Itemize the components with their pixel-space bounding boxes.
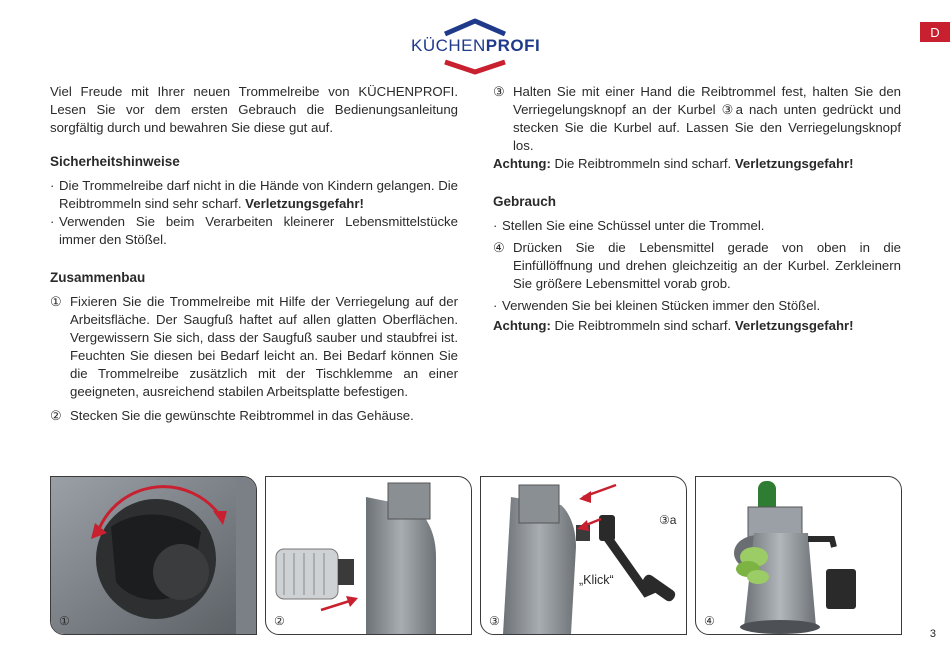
safety-item-2: · Verwenden Sie beim Verarbeiten kleinerer Lebensmittelstücke immer den Stößel. bbox=[50, 213, 458, 249]
usage-warning: Achtung: Die Reibtrommeln sind scharf. Verletzungsgefahr! bbox=[493, 318, 854, 333]
safety-heading: Sicherheitshinweise bbox=[50, 154, 180, 169]
assembly-step-3: ③ Halten Sie mit einer Hand die Reibtrommel fest, halten Sie den Verriegelungsknopf an der Kurbel ③a nach unten gedrückt und stecken Sie die Kurbel auf. Lassen Sie den Verriegelungsknopf los. bbox=[493, 84, 901, 153]
intro-text: Viel Freude mit Ihrer neuen Trommelreibe von KÜCHENPROFI. Lesen Sie vor dem ersten Gebrauch die Bedienungsanleitung sorgfältig durch und bewahren Sie diese gut auf. bbox=[50, 84, 458, 135]
left-column bbox=[50, 83, 458, 425]
step-number: ① bbox=[50, 294, 62, 309]
assembly-step-1: ① Fixieren Sie die Trommelreibe mit Hilfe der Verriegelung auf der Arbeitsfläche. Der Saugfuß haftet auf allen glatten Oberflächen. Vergewissern Sie sich, dass der Saugfuß sauber und staubfrei ist. Feuchten Sie diesen bei Bedarf leicht an. Bei Bedarf können Sie die Trommelreibe zusätzlich mit der Tischklemme an einer geeigneten, ausreichend stabilen Arbeitsplatte befestigen. bbox=[50, 294, 458, 399]
figure-label: ④ bbox=[704, 614, 715, 628]
figure-1 bbox=[50, 476, 257, 635]
language-tab: D bbox=[920, 22, 950, 42]
step-number: ④ bbox=[493, 240, 505, 255]
assembly-heading: Zusammenbau bbox=[50, 270, 146, 285]
grating-cucumber-illustration bbox=[696, 477, 901, 634]
attach-crank-illustration bbox=[481, 477, 686, 634]
logo-text: KÜCHENPROFI bbox=[411, 36, 541, 55]
step-number: ③ bbox=[493, 84, 505, 99]
usage-item-1: · Stellen Sie eine Schüssel unter die Trommel. bbox=[493, 217, 901, 235]
usage-item-2: · Verwenden Sie bei kleinen Stücken immer den Stößel. bbox=[493, 297, 901, 315]
insert-drum-illustration bbox=[266, 477, 471, 634]
step-number: ② bbox=[50, 408, 62, 423]
figure-2 bbox=[265, 476, 472, 635]
crank-callout: ③a bbox=[659, 513, 677, 527]
figure-4 bbox=[695, 476, 902, 635]
click-caption: „Klick“ bbox=[579, 573, 614, 587]
right-column bbox=[493, 83, 901, 335]
figure-3 bbox=[480, 476, 687, 635]
figure-label: ③ bbox=[489, 614, 500, 628]
figure-label: ① bbox=[59, 614, 70, 628]
usage-step-4: ④ Drücken Sie die Lebensmittel gerade von oben in die Einfüllöffnung und drehen gleichzeitig an der Kurbel. Zerkleinern Sie größere Lebensmittel vorab grob. bbox=[493, 240, 901, 291]
locking-knob-illustration bbox=[51, 477, 256, 634]
assembly-warning: Achtung: Die Reibtrommeln sind scharf. Verletzungsgefahr! bbox=[493, 156, 854, 171]
assembly-step-2: ② Stecken Sie die gewünschte Reibtrommel in das Gehäuse. bbox=[50, 408, 414, 423]
kuechenprofi-logo bbox=[405, 18, 545, 76]
page-number: 3 bbox=[929, 628, 936, 640]
usage-heading: Gebrauch bbox=[493, 194, 557, 209]
figure-label: ② bbox=[274, 614, 285, 628]
safety-item-1: · Die Trommelreibe darf nicht in die Hände von Kindern gelangen. Die Reibtrommeln sind sehr scharf. Verletzungsgefahr! bbox=[50, 177, 458, 213]
